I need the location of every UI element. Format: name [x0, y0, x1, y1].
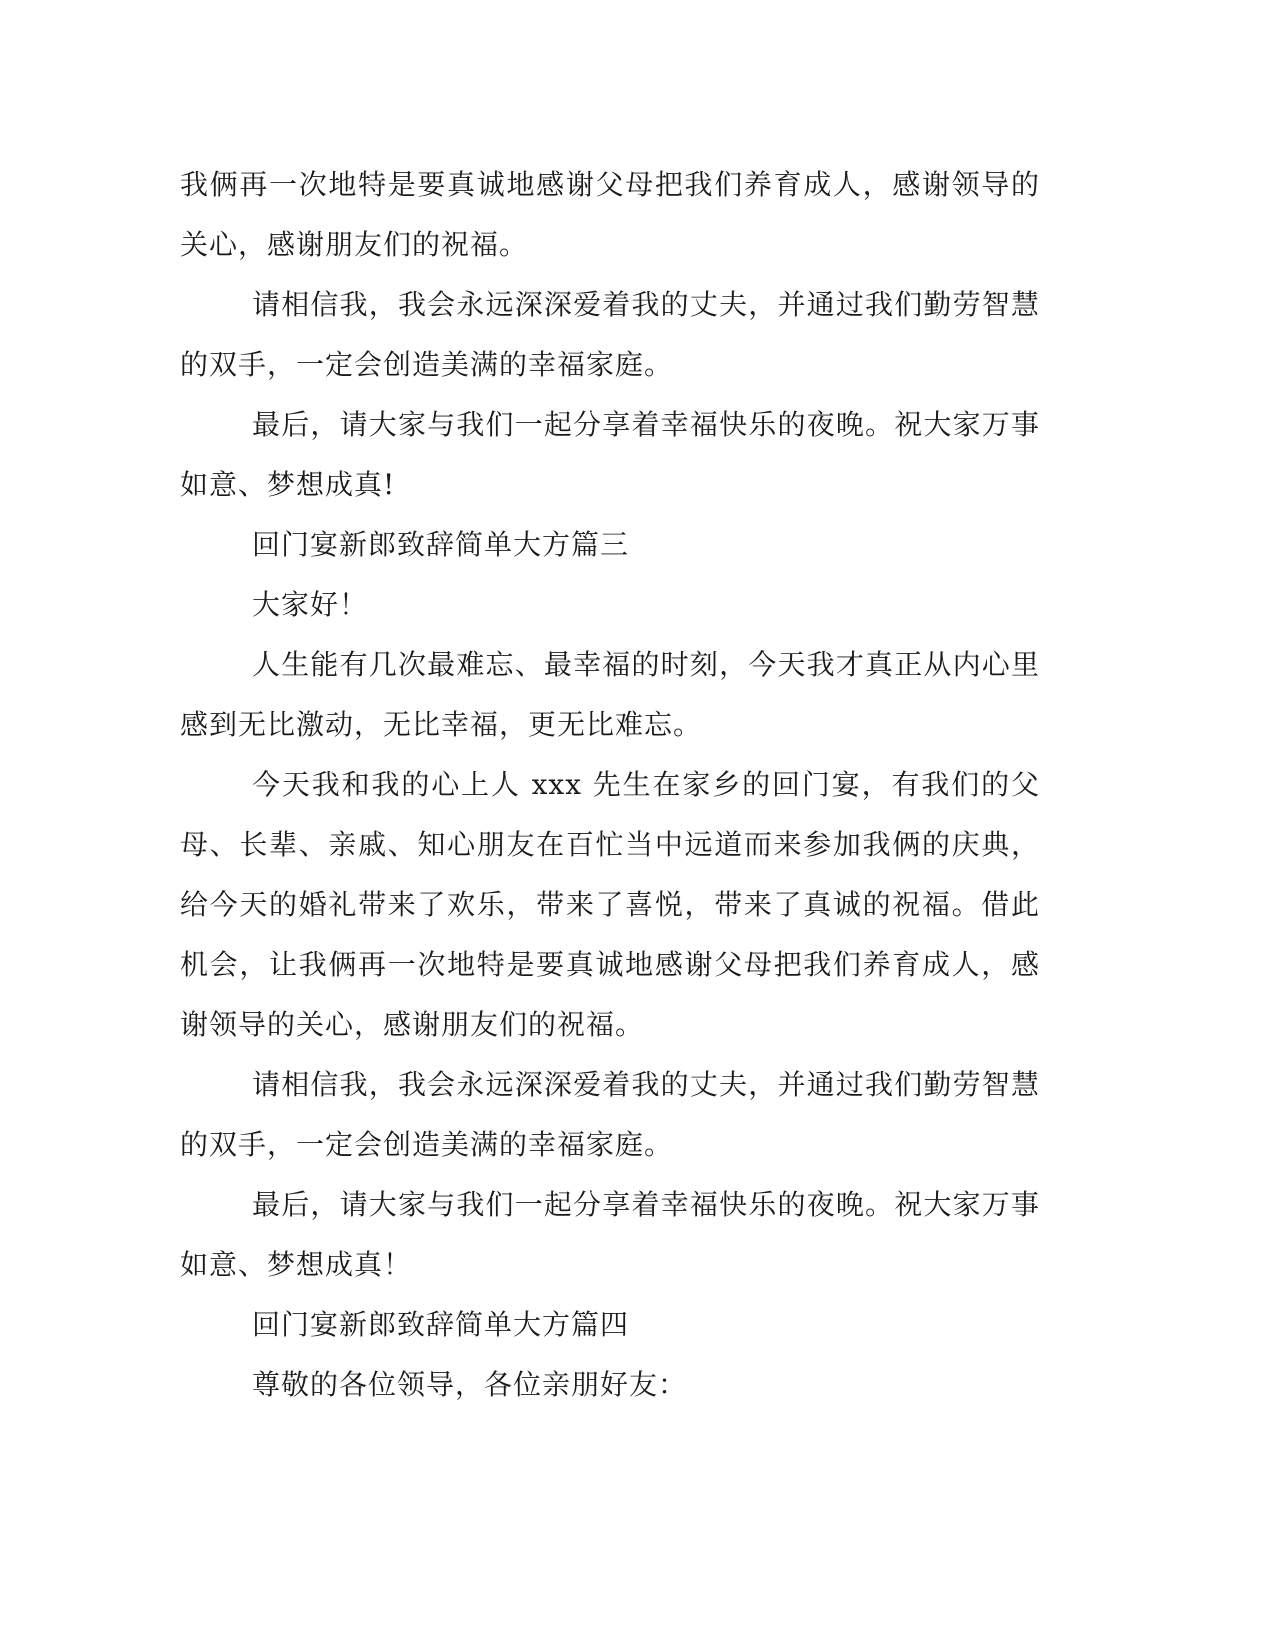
section-heading-3: 回门宴新郎致辞简单大方篇三: [252, 528, 630, 561]
para-closing-2: 最后，请大家与我们一起分享着幸福快乐的夜晚。祝大家万事如意、梦想成真！: [180, 1188, 1040, 1281]
para-greeting: 大家好！: [252, 588, 369, 621]
para-closing-1: 最后，请大家与我们一起分享着幸福快乐的夜晚。祝大家万事如意、梦想成真!: [180, 408, 1040, 501]
para-salutation: 尊敬的各位领导，各位亲朋好友：: [252, 1368, 688, 1401]
document-body: [180, 155, 1040, 1415]
para-continued-thanks: 我俩再一次地特是要真诚地感谢父母把我们养育成人，感谢领导的关心，感谢朋友们的祝福。: [180, 168, 1040, 261]
para-today: 今天我和我的心上人 xxx 先生在家乡的回门宴，有我们的父母、长辈、亲戚、知心朋友在百忙当中远道而来参加我俩的庆典，给今天的婚礼带来了欢乐，带来了喜悦，带来了真诚的祝福。借此机会，让我俩再一次地特是要真诚地感谢父母把我们养育成人，感谢领导的关心，感谢朋友们的祝福。: [180, 768, 1040, 1041]
para-believe-me-2: 请相信我，我会永远深深爱着我的丈夫，并通过我们勤劳智慧的双手，一定会创造美满的幸福家庭。: [180, 1068, 1040, 1161]
para-believe-me-1: 请相信我，我会永远深深爱着我的丈夫，并通过我们勤劳智慧的双手，一定会创造美满的幸福家庭。: [180, 288, 1040, 381]
para-unforgettable: 人生能有几次最难忘、最幸福的时刻，今天我才真正从内心里感到无比激动，无比幸福，更无比难忘。: [180, 648, 1040, 741]
section-heading-4: 回门宴新郎致辞简单大方篇四: [252, 1308, 630, 1341]
